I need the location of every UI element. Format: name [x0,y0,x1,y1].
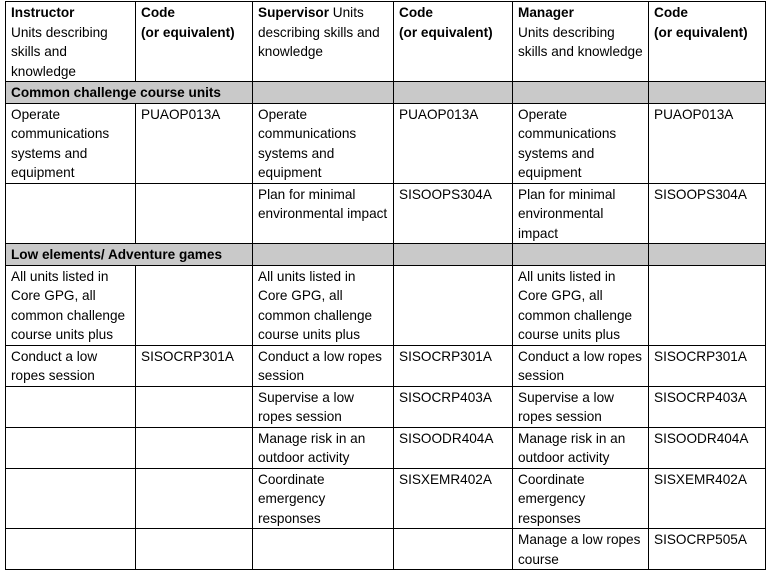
section-header-cell [649,244,766,266]
header-instructor-desc: Units describing skills and knowledge [11,24,108,79]
header-instructor-code-desc: (or equivalent) [141,24,235,40]
cell-manager-code: SISOCRP403A [649,386,766,427]
cell-instructor-code [136,427,253,468]
header-manager [513,2,649,82]
cell-instructor-code: SISOCRP301A [136,345,253,386]
header-manager-title: Manager [518,5,574,20]
cell-manager-code: PUAOP013A [649,103,766,183]
cell-supervisor-unit: Coordinate emergency responses [253,468,394,529]
cell-instructor-code: PUAOP013A [136,103,253,183]
cell-manager-code: SISXEMR402A [649,468,766,529]
cell-manager-unit: Manage risk in an outdoor activity [513,427,649,468]
cell-supervisor-unit: Supervise a low ropes session [253,386,394,427]
header-row [6,2,766,82]
cell-manager-unit: Operate communications systems and equipment [513,103,649,183]
cell-manager-code: SISOODR404A [649,427,766,468]
cell-supervisor-code: SISOCRP403A [394,386,513,427]
cell-instructor-unit: All units listed in Core GPG, all common challenge course units plus [6,265,136,345]
cell-supervisor-unit: All units listed in Core GPG, all common challenge course units plus [253,265,394,345]
section-title: Common challenge course units [6,82,253,104]
cell-supervisor-unit: Conduct a low ropes session [253,345,394,386]
section-title: Low elements/ Adventure games [6,244,253,266]
cell-manager-unit: Manage a low ropes course [513,529,649,570]
cell-manager-code: SISOCRP505A [649,529,766,570]
cell-manager-code: SISOOPS304A [649,183,766,244]
cell-supervisor-code: SISOODR404A [394,427,513,468]
header-manager-code [649,2,766,82]
cell-manager-unit: Plan for minimal environmental impact [513,183,649,244]
header-supervisor [253,2,394,82]
table-row [6,468,766,529]
cell-supervisor-unit: Plan for minimal environmental impact [253,183,394,244]
header-supervisor-code [394,2,513,82]
section-header-cell [253,244,394,266]
cell-manager-unit: Conduct a low ropes session [513,345,649,386]
cell-manager-unit: Supervise a low ropes session [513,386,649,427]
cell-supervisor-unit [253,529,394,570]
table-row [6,265,766,345]
table-row [6,386,766,427]
table-row [6,345,766,386]
cell-instructor-unit [6,529,136,570]
cell-manager-code: SISOCRP301A [649,345,766,386]
cell-instructor-code [136,529,253,570]
header-supervisor-code-title: Code [399,5,433,20]
cell-instructor-code [136,468,253,529]
header-manager-code-desc: (or equivalent) [654,24,748,40]
cell-instructor-code [136,265,253,345]
header-instructor-code [136,2,253,82]
cell-instructor-unit [6,386,136,427]
section-header-cell [513,244,649,266]
header-supervisor-desc: Units describing skills and knowledge [258,5,380,59]
section-header-row [6,82,766,104]
header-manager-desc: Units describing skills and knowledge [518,24,643,59]
section-header-cell [394,82,513,104]
cell-manager-unit: Coordinate emergency responses [513,468,649,529]
units-table [5,1,766,570]
cell-supervisor-unit: Manage risk in an outdoor activity [253,427,394,468]
header-supervisor-code-desc: (or equivalent) [399,24,493,40]
section-header-cell [394,244,513,266]
cell-supervisor-code [394,529,513,570]
units-table-body [6,2,766,570]
table-row [6,183,766,244]
section-header-cell [513,82,649,104]
cell-instructor-unit: Conduct a low ropes session [6,345,136,386]
cell-supervisor-code [394,265,513,345]
cell-instructor-unit [6,468,136,529]
table-row [6,529,766,570]
cell-supervisor-unit: Operate communications systems and equipment [253,103,394,183]
cell-instructor-unit: Operate communications systems and equipment [6,103,136,183]
cell-instructor-unit [6,183,136,244]
table-row [6,103,766,183]
section-header-row [6,244,766,266]
cell-manager-unit: All units listed in Core GPG, all common challenge course units plus [513,265,649,345]
cell-supervisor-code: SISXEMR402A [394,468,513,529]
header-instructor-code-title: Code [141,5,175,20]
cell-instructor-unit [6,427,136,468]
table-row [6,427,766,468]
cell-instructor-code [136,183,253,244]
header-supervisor-title: Supervisor [258,5,330,20]
cell-supervisor-code: SISOCRP301A [394,345,513,386]
cell-supervisor-code: PUAOP013A [394,103,513,183]
header-instructor-title: Instructor [11,5,75,20]
cell-manager-code [649,265,766,345]
section-header-cell [649,82,766,104]
section-header-cell [253,82,394,104]
cell-supervisor-code: SISOOPS304A [394,183,513,244]
header-instructor [6,2,136,82]
cell-instructor-code [136,386,253,427]
header-manager-code-title: Code [654,5,688,20]
